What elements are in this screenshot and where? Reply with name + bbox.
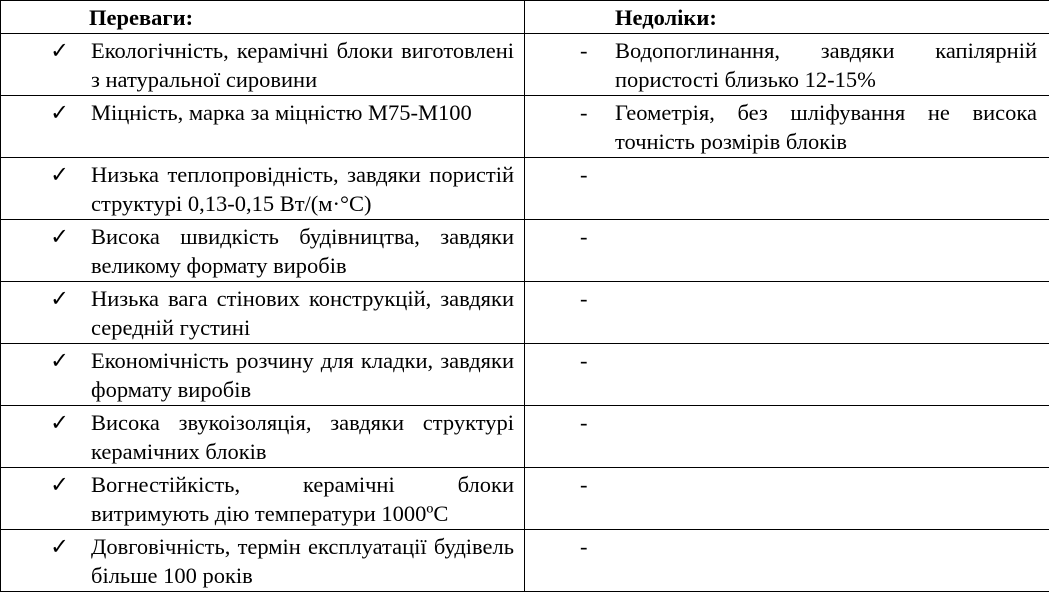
checkmark-icon: ✓ (1, 160, 91, 190)
advantage-cell (1, 281, 525, 343)
advantage-cell (1, 343, 525, 405)
table-row (1, 157, 1049, 219)
disadvantages-header: Недоліки: (525, 1, 1049, 33)
table-row (1, 405, 1049, 467)
disadvantage-cell (525, 281, 1049, 343)
disadvantage-cell (525, 529, 1049, 591)
checkmark-icon: ✓ (1, 222, 91, 252)
advantage-cell (1, 33, 525, 95)
checkmark-icon: ✓ (1, 532, 91, 562)
advantage-cell (1, 467, 525, 529)
advantage-text: Низька вага стінових конструкцій, завдяки середній густині (91, 284, 524, 343)
table-row (1, 219, 1049, 281)
dash-bullet: - (525, 532, 615, 562)
checkmark-icon: ✓ (1, 36, 91, 66)
disadvantage-text: Водопоглинання, завдяки капілярній пористості близько 12-15% (615, 36, 1049, 95)
advantage-text: Висока звукоізоляція, завдяки структурі керамічних блоків (91, 408, 524, 467)
table-row (1, 467, 1049, 529)
dash-bullet: - (525, 160, 615, 190)
checkmark-icon: ✓ (1, 98, 91, 128)
table-row (1, 281, 1049, 343)
header-row (1, 1, 1049, 34)
advantage-text: Міцність, марка за міцністю М75-М100 (91, 98, 524, 128)
advantage-cell (1, 157, 525, 219)
dash-bullet: - (525, 222, 615, 252)
dash-bullet: - (525, 346, 615, 376)
dash-bullet: - (525, 36, 615, 66)
disadvantage-cell (525, 343, 1049, 405)
disadvantage-cell (525, 467, 1049, 529)
advantage-text: Економічність розчину для кладки, завдяки формату виробів (91, 346, 524, 405)
advantage-text: Низька теплопровідність, завдяки пористій структурі 0,13-0,15 Вт/(м·°С) (91, 160, 524, 219)
dash-bullet: - (525, 284, 615, 314)
disadvantage-cell (525, 95, 1049, 157)
dash-bullet: - (525, 470, 615, 500)
disadvantage-cell (525, 219, 1049, 281)
table-row (1, 343, 1049, 405)
advantages-header: Переваги: (1, 1, 524, 33)
checkmark-icon: ✓ (1, 284, 91, 314)
table-row (1, 529, 1049, 591)
checkmark-icon: ✓ (1, 470, 91, 500)
advantages-header-cell (1, 1, 525, 34)
advantage-text: Висока швидкість будівництва, завдяки великому формату виробів (91, 222, 524, 281)
disadvantage-cell (525, 405, 1049, 467)
disadvantages-header-cell (525, 1, 1049, 34)
advantage-cell (1, 529, 525, 591)
disadvantage-cell (525, 33, 1049, 95)
advantage-cell (1, 219, 525, 281)
checkmark-icon: ✓ (1, 346, 91, 376)
dash-bullet: - (525, 98, 615, 128)
table-row (1, 95, 1049, 157)
advantage-text: Довговічність, термін експлуатації будівель більше 100 років (91, 532, 524, 591)
advantage-cell (1, 405, 525, 467)
dash-bullet: - (525, 408, 615, 438)
checkmark-icon: ✓ (1, 408, 91, 438)
advantage-text: Вогнестійкість, керамічні блоки витримують дію температури 1000ºС (91, 470, 524, 529)
advantage-text: Екологічність, керамічні блоки виготовлені з натуральної сировини (91, 36, 524, 95)
table-row (1, 33, 1049, 95)
advantage-cell (1, 95, 525, 157)
disadvantage-text: Геометрія, без шліфування не висока точність розмірів блоків (615, 98, 1049, 157)
disadvantage-cell (525, 157, 1049, 219)
